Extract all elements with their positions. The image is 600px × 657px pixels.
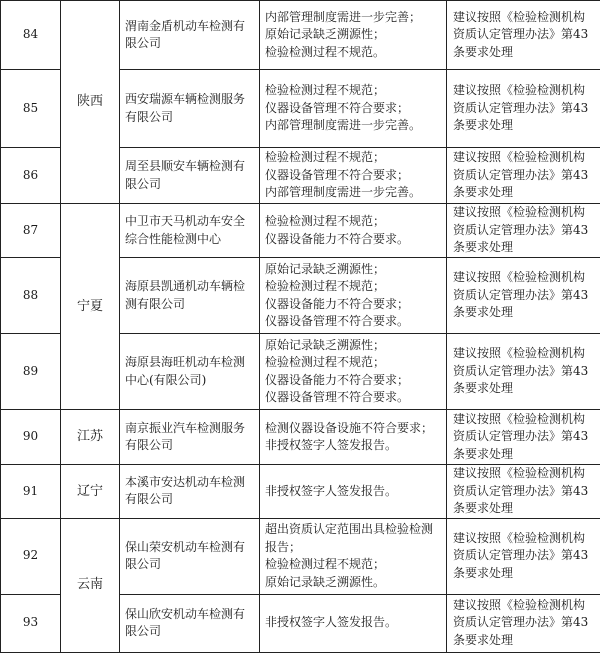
issues-cell: 检验检测过程不规范； 仪器设备能力不符合要求。 <box>260 204 447 258</box>
issues-cell: 检验检测过程不规范； 仪器设备管理不符合要求； 内部管理制度需进一步完善。 <box>260 148 447 204</box>
issues-cell: 原始记录缺乏溯源性； 检验检测过程不规范； 仪器设备能力不符合要求； 仪器设备管理不符合要求。 <box>260 334 447 410</box>
table-row <box>1 465 600 519</box>
action-cell: 建议按照《检验检测机构 资质认定管理办法》第43 条要求处理 <box>447 594 600 652</box>
company-cell: 保山欣安机动车检测有 限公司 <box>120 594 260 652</box>
table-row <box>1 1 600 70</box>
row-number: 85 <box>1 70 61 148</box>
row-number: 89 <box>1 334 61 410</box>
province-cell: 宁夏 <box>61 204 120 410</box>
province-cell: 江苏 <box>61 410 120 465</box>
action-cell: 建议按照《检验检测机构 资质认定管理办法》第43 条要求处理 <box>447 1 600 70</box>
action-cell: 建议按照《检验检测机构 资质认定管理办法》第43 条要求处理 <box>447 148 600 204</box>
company-cell: 西安瑞源车辆检测服务 有限公司 <box>120 70 260 148</box>
action-cell: 建议按照《检验检测机构 资质认定管理办法》第43 条要求处理 <box>447 258 600 334</box>
table-row <box>1 410 600 465</box>
action-cell: 建议按照《检验检测机构 资质认定管理办法》第43 条要求处理 <box>447 410 600 465</box>
table-row <box>1 204 600 258</box>
issues-cell: 检验检测过程不规范； 仪器设备管理不符合要求； 内部管理制度需进一步完善。 <box>260 70 447 148</box>
action-cell: 建议按照《检验检测机构 资质认定管理办法》第43 条要求处理 <box>447 204 600 258</box>
action-cell: 建议按照《检验检测机构 资质认定管理办法》第43 条要求处理 <box>447 70 600 148</box>
row-number: 87 <box>1 204 61 258</box>
province-cell: 云南 <box>61 518 120 652</box>
row-number: 90 <box>1 410 61 465</box>
issues-cell: 超出资质认定范围出具检验检测 报告； 检验检测过程不规范； 原始记录缺乏溯源性。 <box>260 518 447 594</box>
province-cell: 辽宁 <box>61 465 120 519</box>
company-cell: 保山荣安机动车检测有 限公司 <box>120 518 260 594</box>
issues-cell: 非授权签字人签发报告。 <box>260 465 447 519</box>
issues-cell: 内部管理制度需进一步完善； 原始记录缺乏溯源性； 检验检测过程不规范。 <box>260 1 447 70</box>
row-number: 88 <box>1 258 61 334</box>
row-number: 91 <box>1 465 61 519</box>
province-cell: 陕西 <box>61 1 120 204</box>
action-cell: 建议按照《检验检测机构 资质认定管理办法》第43 条要求处理 <box>447 465 600 519</box>
issues-cell: 检测仪器设备设施不符合要求； 非授权签字人签发报告。 <box>260 410 447 465</box>
issues-cell: 非授权签字人签发报告。 <box>260 594 447 652</box>
company-cell: 海原县凯通机动车辆检 测有限公司 <box>120 258 260 334</box>
company-cell: 渭南金盾机动车检测有 限公司 <box>120 1 260 70</box>
row-number: 93 <box>1 594 61 652</box>
table-row <box>1 518 600 594</box>
row-number: 92 <box>1 518 61 594</box>
action-cell: 建议按照《检验检测机构 资质认定管理办法》第43 条要求处理 <box>447 518 600 594</box>
row-number: 86 <box>1 148 61 204</box>
company-cell: 南京振业汽车检测服务 有限公司 <box>120 410 260 465</box>
company-cell: 中卫市天马机动车安全 综合性能检测中心 <box>120 204 260 258</box>
company-cell: 海原县海旺机动车检测 中心(有限公司) <box>120 334 260 410</box>
action-cell: 建议按照《检验检测机构 资质认定管理办法》第43 条要求处理 <box>447 334 600 410</box>
company-cell: 本溪市安达机动车检测 有限公司 <box>120 465 260 519</box>
row-number: 84 <box>1 1 61 70</box>
issues-cell: 原始记录缺乏溯源性； 检验检测过程不规范； 仪器设备能力不符合要求； 仪器设备管理不符合要求。 <box>260 258 447 334</box>
company-cell: 周至县顺安车辆检测有 限公司 <box>120 148 260 204</box>
